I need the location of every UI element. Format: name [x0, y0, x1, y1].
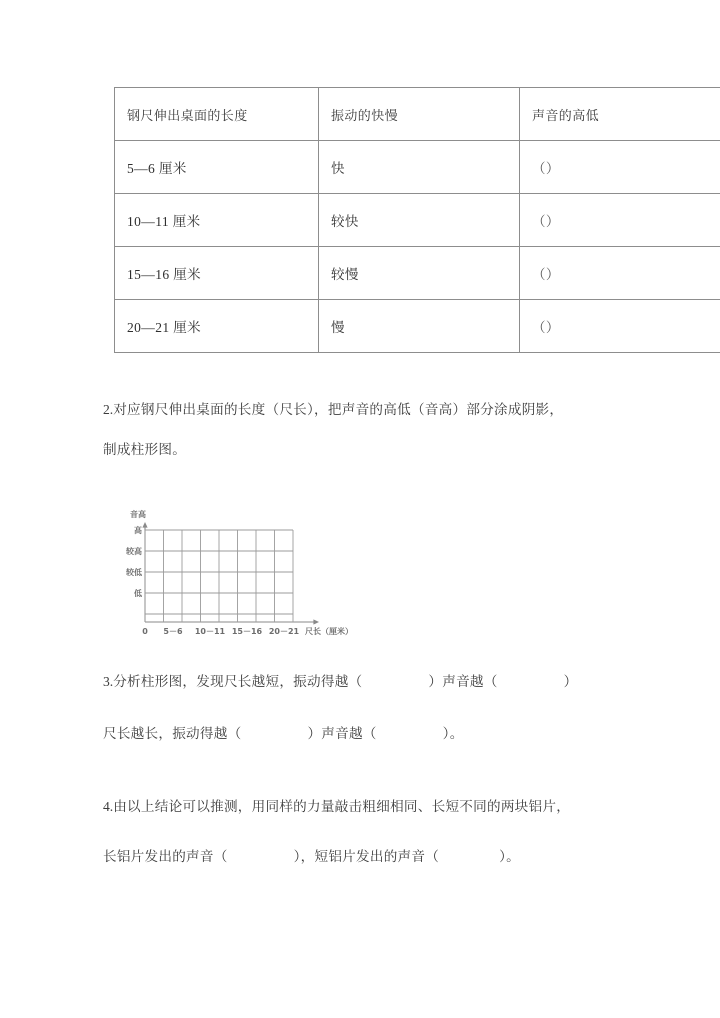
chart-y-axis-title: 音高 — [130, 510, 146, 519]
question-3-text-d: 尺长越长，振动得越（ — [103, 726, 242, 741]
cell-vibration: 慢 — [319, 300, 520, 353]
question-4-number: 4. — [103, 799, 114, 814]
paren-close: ） — [545, 161, 560, 176]
table-header-pitch: 声音的高低 — [520, 88, 720, 141]
question-3-line-2 — [103, 722, 464, 742]
question-2-number: 2. — [103, 402, 114, 417]
cell-vibration: 快 — [319, 141, 520, 194]
question-4-line-1 — [103, 795, 570, 815]
question-2-line-2: 制成柱形图。 — [103, 442, 187, 457]
y-axis-arrow-icon — [142, 522, 147, 528]
chart-ytick-0: 高 — [134, 526, 142, 535]
cell-vibration: 较快 — [319, 194, 520, 247]
question-3-line-1 — [103, 670, 577, 690]
question-4-line-2 — [103, 845, 520, 865]
paren-close: ） — [545, 267, 560, 282]
cell-length: 5—6 厘米 — [115, 141, 319, 194]
cell-length: 15—16 厘米 — [115, 247, 319, 300]
cell-vibration: 较慢 — [319, 247, 520, 300]
question-4-text-a: 长铝片发出的声音（ — [103, 849, 228, 864]
question-4-text-c: ）。 — [499, 849, 520, 864]
cell-pitch-blank[interactable] — [520, 194, 720, 247]
table-row — [115, 194, 720, 247]
pitch-experiment-table — [114, 87, 720, 353]
table-row — [115, 141, 720, 194]
cell-length: 10—11 厘米 — [115, 194, 319, 247]
paren-close: ） — [545, 320, 560, 335]
table-header-row — [115, 88, 720, 141]
chart-ytick-2: 较低 — [126, 568, 142, 577]
question-3-text-e: ）声音越（ — [307, 726, 377, 741]
paren-open: （ — [532, 267, 546, 282]
cell-pitch-blank[interactable] — [520, 247, 720, 300]
chart-xtick-2: 15－16 — [231, 627, 263, 636]
question-3-text-a: 分析柱形图，发现尺长越短，振动得越（ — [113, 674, 363, 689]
chart-gridlines — [145, 530, 293, 622]
question-3-text-b: ）声音越（ — [428, 674, 498, 689]
cell-pitch-blank[interactable] — [520, 300, 720, 353]
chart-ytick-3: 低 — [134, 589, 142, 598]
chart-xtick-0: 5－6 — [163, 627, 183, 636]
question-3-number: 3. — [103, 674, 114, 689]
x-axis-arrow-icon — [313, 619, 319, 624]
question-2-text: 对应钢尺伸出桌面的长度（尺长），把声音的高低（音高）部分涂成阴影， — [113, 402, 564, 417]
chart-xtick-1: 10－11 — [194, 627, 226, 636]
paren-open: （ — [532, 161, 546, 176]
cell-pitch-blank[interactable] — [520, 141, 720, 194]
table-header-length: 钢尺伸出桌面的长度 — [115, 88, 319, 141]
paren-open: （ — [532, 214, 546, 229]
chart-x-axis-title: 尺长（厘米） — [305, 627, 353, 636]
paren-open: （ — [532, 320, 546, 335]
paren-close: ） — [545, 214, 560, 229]
pitch-bar-chart — [100, 500, 400, 650]
question-3-text-f: ）。 — [442, 726, 464, 741]
question-3-text-c: ） — [563, 674, 578, 689]
table-row — [115, 300, 720, 353]
cell-length: 20—21 厘米 — [115, 300, 319, 353]
chart-xtick-3: 20－21 — [268, 627, 300, 636]
table-row — [115, 247, 720, 300]
table-header-vibration: 振动的快慢 — [319, 88, 520, 141]
question-4-text: 由以上结论可以推测，用同样的力量敲击粗细相同、长短不同的两块铝片， — [113, 799, 571, 814]
chart-xtick-origin: 0 — [142, 627, 148, 636]
question-4-text-b: ），短铝片发出的声音（ — [293, 849, 440, 864]
chart-ytick-1: 较高 — [126, 547, 142, 556]
question-2-line-1 — [103, 398, 563, 418]
